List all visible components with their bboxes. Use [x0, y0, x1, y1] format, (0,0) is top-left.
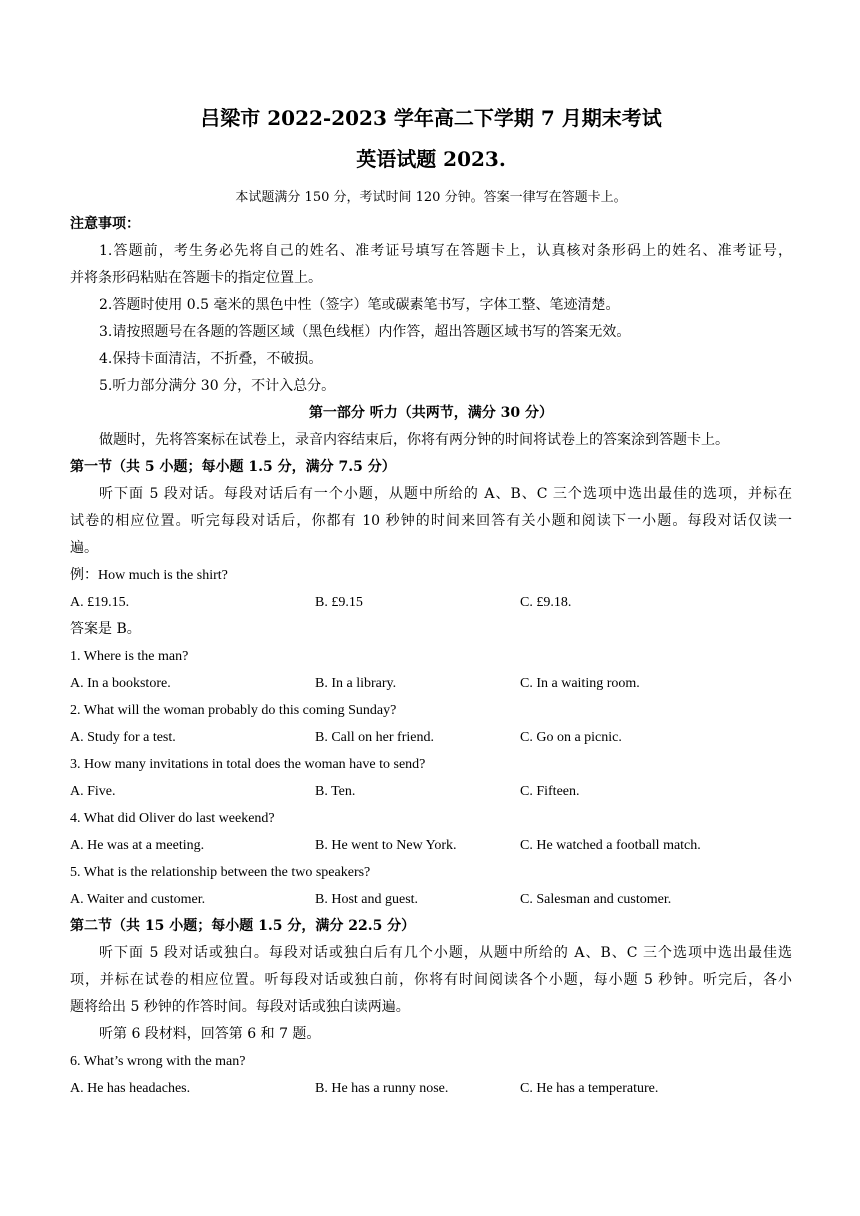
question-text: 6. What’s wrong with the man? [70, 1054, 246, 1069]
option-a: A. He has headaches. [70, 1081, 191, 1096]
notice-item: 3.请按照题号在各题的答题区域（黑色线框）内作答，超出答题区域书写的答案无效。 [99, 324, 631, 340]
section1-instruction: 听下面 5 段对话。每段对话后有一个小题，从题中所给的 A、B、C 三个选项中选出最佳的选项，并标在 [99, 486, 792, 502]
question-text: 1. Where is the man? [70, 649, 189, 664]
option-a: A. In a bookstore. [70, 676, 171, 691]
option-a: A. Waiter and customer. [70, 892, 206, 907]
option-b: B. Ten. [315, 784, 356, 799]
exam-title: 吕梁市 2022-2023 学年高二下学期 7 月期末考试 [200, 106, 662, 130]
option-a: A. Five. [70, 784, 116, 799]
option-c: C. £9.18. [520, 595, 572, 610]
section1-heading: 第一节（共 5 小题；每小题 1.5 分，满分 7.5 分） [70, 459, 396, 475]
question-options [70, 670, 792, 697]
option-c: C. He has a temperature. [520, 1081, 659, 1096]
option-c: C. Fifteen. [520, 784, 580, 799]
section1-instruction: 遍。 [70, 540, 98, 556]
option-c: C. Salesman and customer. [520, 892, 672, 907]
question-options [70, 724, 792, 751]
notice-item: 2.答题时使用 0.5 毫米的黑色中性（签字）笔或碳素笔书写，字体工整、笔迹清楚。 [99, 297, 620, 313]
question-options [70, 1075, 792, 1102]
option-b: B. £9.15 [315, 595, 363, 610]
exam-intro: 本试题满分 150 分，考试时间 120 分钟。答案一律写在答题卡上。 [235, 190, 627, 205]
option-b: B. He went to New York. [315, 838, 457, 853]
option-b: B. Host and guest. [315, 892, 419, 907]
example-question: 例：How much is the shirt? [70, 568, 228, 583]
section2-instruction: 题将给出 5 秒钟的作答时间。每段对话或独白读两遍。 [70, 999, 410, 1015]
option-a: A. He was at a meeting. [70, 838, 205, 853]
question-text: 4. What did Oliver do last weekend? [70, 811, 275, 826]
option-c: C. He watched a football match. [520, 838, 701, 853]
part1-instruction: 做题时，先将答案标在试卷上，录音内容结束后，你将有两分钟的时间将试卷上的答案涂到答题卡上。 [99, 432, 729, 448]
example-answer: 答案是 B。 [70, 621, 141, 637]
section2-heading: 第二节（共 15 小题；每小题 1.5 分，满分 22.5 分） [70, 918, 416, 934]
exam-subtitle: 英语试题 2023. [356, 147, 506, 171]
question-options [70, 886, 792, 913]
notice-item: 5.听力部分满分 30 分，不计入总分。 [99, 378, 336, 394]
part1-heading: 第一部分 听力（共两节，满分 30 分） [308, 405, 554, 421]
notice-heading: 注意事项： [70, 216, 140, 232]
option-c: C. In a waiting room. [520, 676, 640, 691]
notice-item: 4.保持卡面清洁，不折叠，不破损。 [99, 351, 323, 367]
option-a: A. Study for a test. [70, 730, 176, 745]
section2-instruction: 项，并标在试卷的相应位置。听每段对话或独白前，你将有时间阅读各个小题，每小题 5 秒钟。听完后，各小 [70, 972, 792, 988]
option-b: B. Call on her friend. [315, 730, 434, 745]
section2-instruction: 听下面 5 段对话或独白。每段对话或独白后有几个小题，从题中所给的 A、B、C 三个选项中选出最佳选 [99, 945, 792, 961]
option-c: C. Go on a picnic. [520, 730, 622, 745]
option-b: B. In a library. [315, 676, 397, 691]
notice-item: 1.答题前，考生务必先将自己的姓名、准考证号填写在答题卡上，认真核对条形码上的姓名、准考证号， [99, 243, 792, 259]
example-options [70, 589, 792, 616]
notice-item: 并将条形码粘贴在答题卡的指定位置上。 [70, 270, 322, 286]
question-text: 2. What will the woman probably do this coming Sunday? [70, 703, 397, 718]
question-text: 3. How many invitations in total does the woman have to send? [70, 757, 426, 772]
question-text: 5. What is the relationship between the two speakers? [70, 865, 371, 880]
material-note: 听第 6 段材料，回答第 6 和 7 题。 [99, 1026, 321, 1042]
option-b: B. He has a runny nose. [315, 1081, 449, 1096]
section1-instruction: 试卷的相应位置。听完每段对话后，你都有 10 秒钟的时间来回答有关小题和阅读下一小题。每段对话仅读一 [70, 513, 792, 529]
option-a: A. £19.15. [70, 595, 130, 610]
question-options [70, 778, 792, 805]
question-options [70, 832, 792, 859]
